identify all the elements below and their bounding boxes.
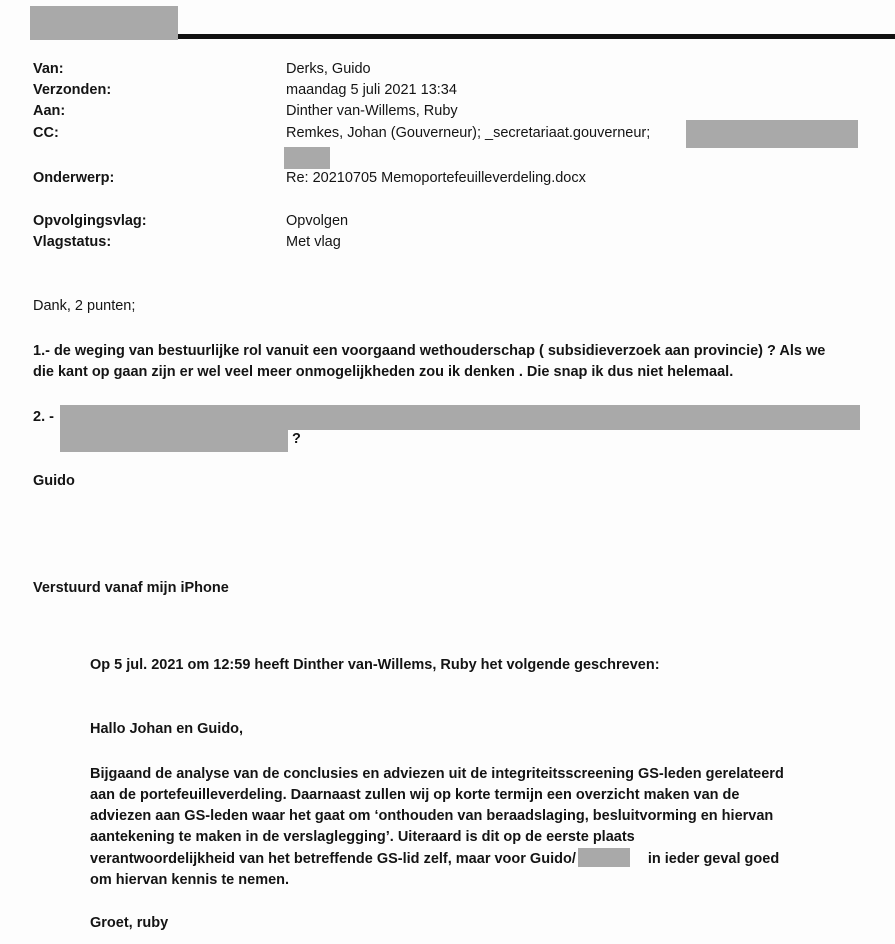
quoted-body-line-5a: verantwoordelijkheid van het betreffende GS-lid zelf, maar voor Guido/ xyxy=(90,851,576,867)
from-value: Derks, Guido xyxy=(286,61,371,77)
follow-up-flag-value: Opvolgen xyxy=(286,213,349,229)
reply-point-2-suffix: ? xyxy=(292,431,301,447)
follow-up-flag-label: Opvolgingsvlag: xyxy=(33,213,147,229)
to-value: Dinther van-Willems, Ruby xyxy=(286,103,458,119)
sent-label: Verzonden: xyxy=(33,82,112,98)
redacted-point-2-text-2 xyxy=(60,429,288,452)
reply-point-2-prefix: 2. - xyxy=(33,409,54,425)
reply-point-1-line-2: die kant op gaan zijn er wel veel meer onmogelijkheden zou ik denken . Die snap ik dus niet helemaal. xyxy=(33,364,734,380)
redacted-cc-recipient xyxy=(686,120,858,148)
reply-point-1-line-1: 1.- de weging van bestuurlijke rol vanuit een voorgaand wethouderschap ( subsidieverzoek aan provincie) ? Als we xyxy=(33,343,826,359)
quoted-body xyxy=(90,764,784,891)
quoted-body-line-3: adviezen aan GS-leden waar het gaat om ‘onthouden van beraadslaging, besluitvorming en hiervan xyxy=(90,808,774,824)
subject-label: Onderwerp: xyxy=(33,170,115,186)
quoted-body-line-5b: in ieder geval goed xyxy=(647,851,780,867)
reply-greeting: Dank, 2 punten; xyxy=(33,298,136,314)
flag-status-value: Met vlag xyxy=(286,234,341,250)
redacted-point-2-text xyxy=(60,405,860,430)
quoted-body-line-1: Bijgaand de analyse van de conclusies en adviezen uit de integriteitsscreening GS-leden gerelateerd xyxy=(90,766,784,782)
quoted-intro: Op 5 jul. 2021 om 12:59 heeft Dinther van-Willems, Ruby het volgende geschreven: xyxy=(90,657,660,673)
quoted-closing: Groet, ruby xyxy=(90,915,169,931)
reply-point-1 xyxy=(33,341,825,383)
reply-signoff: Guido xyxy=(33,473,75,489)
redacted-sender-block xyxy=(30,6,178,40)
reply-sent-from: Verstuurd vanaf mijn iPhone xyxy=(33,580,229,596)
to-label: Aan: xyxy=(33,103,66,119)
cc-label: CC: xyxy=(33,125,59,141)
subject-value: Re: 20210705 Memoportefeuilleverdeling.docx xyxy=(286,170,586,186)
header-divider xyxy=(178,34,895,39)
quoted-body-line-2: aan de portefeuilleverdeling. Daarnaast zullen wij op korte termijn een overzicht maken van de xyxy=(90,787,740,803)
from-label: Van: xyxy=(33,61,64,77)
quoted-body-line-4: aantekening te maken in de verslaglegging’. Uiteraard is dit op de eerste plaats xyxy=(90,829,635,845)
quoted-body-line-6: om hiervan kennis te nemen. xyxy=(90,872,290,888)
cc-value: Remkes, Johan (Gouverneur); _secretariaat.gouverneur; xyxy=(286,125,651,141)
sent-value: maandag 5 juli 2021 13:34 xyxy=(286,82,457,98)
quoted-salutation: Hallo Johan en Guido, xyxy=(90,721,244,737)
flag-status-label: Vlagstatus: xyxy=(33,234,112,250)
redacted-inline-name xyxy=(578,848,630,867)
quoted-body-line-5 xyxy=(90,848,784,870)
redacted-cc-recipient-2 xyxy=(284,147,330,169)
